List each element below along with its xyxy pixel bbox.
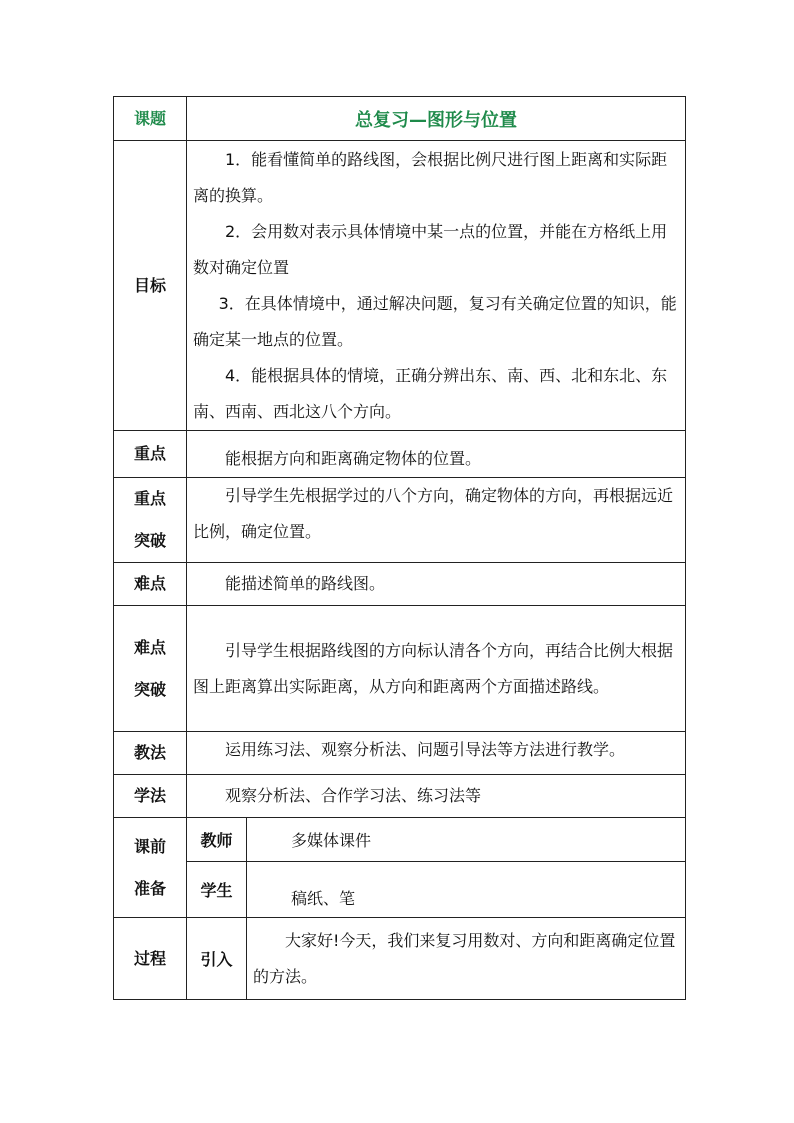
learning-method-content [187,775,686,818]
subject-label: 课题 [114,97,187,141]
preparation-label [114,818,187,918]
difficulty-breakthrough-row [114,606,686,732]
page-title: 总复习—图形与位置 [187,97,686,141]
student-label: 学生 [187,862,247,918]
key-point-content [187,431,686,478]
key-point-row [114,431,686,478]
key-breakthrough-label-line1: 重点 [133,489,166,508]
intro-content [247,918,686,1000]
goals-row [114,141,686,431]
goal-item-2: 2．会用数对表示具体情境中某一点的位置，并能在方格纸上用数对确定位置 [193,221,668,277]
key-point-label: 重点 [114,431,187,478]
process-label: 过程 [114,918,187,1000]
key-breakthrough-row [114,478,686,563]
teacher-text: 多媒体课件 [247,818,686,862]
key-breakthrough-content [187,478,686,563]
teaching-method-text: 运用练习法、观察分析法、问题引导法等方法进行教学。 [225,740,626,759]
difficulty-breakthrough-text: 引导学生根据路线图的方向标认清各个方向，再结合比例大根据图上距离算出实际距离，从方向和距离两个方面描述路线。 [193,640,674,696]
difficulty-breakthrough-label [114,606,187,732]
key-breakthrough-text: 引导学生先根据学过的八个方向，确定物体的方向，再根据远近比例，确定位置。 [193,486,674,541]
preparation-teacher-row [114,818,686,862]
teaching-method-label: 教法 [114,732,187,775]
difficulty-row [114,563,686,606]
learning-method-label: 学法 [114,775,187,818]
intro-text: 大家好!今天，我们来复习用数对、方向和距离确定位置的方法。 [253,930,676,986]
lesson-plan-table [113,96,686,1000]
difficulty-text: 能描述简单的路线图。 [225,574,386,593]
goal-item-1: 1．能看懂简单的路线图，会根据比例尺进行图上距离和实际距离的换算。 [193,149,668,205]
student-text: 稿纸、笔 [247,862,686,918]
difficulty-content [187,563,686,606]
goals-content [187,141,686,431]
difficulty-label: 难点 [114,563,187,606]
title-row [114,97,686,141]
key-point-text: 能根据方向和距离确定物体的位置。 [225,449,482,468]
learning-method-text: 观察分析法、合作学习法、练习法等 [225,786,482,805]
teaching-method-content [187,732,686,775]
difficulty-breakthrough-label-line2: 突破 [133,679,166,699]
preparation-student-row [114,862,686,918]
preparation-label-line1: 课前 [133,836,166,856]
teaching-method-row [114,732,686,775]
difficulty-breakthrough-content [187,606,686,732]
key-breakthrough-label [114,478,187,563]
learning-method-row [114,775,686,818]
difficulty-breakthrough-label-line1: 难点 [133,637,166,657]
preparation-label-line2: 准备 [133,878,166,898]
goals-label: 目标 [114,141,187,431]
key-breakthrough-label-line2: 突破 [133,531,166,550]
goal-item-4: 4．能根据具体的情境，正确分辨出东、南、西、北和东北、东南、西南、西北这八个方向。 [193,365,668,421]
teacher-label: 教师 [187,818,247,862]
process-row [114,918,686,1000]
goal-item-3: 3．在具体情境中，通过解决问题，复习有关确定位置的知识，能确定某一地点的位置。 [193,293,677,349]
intro-label: 引入 [187,918,247,1000]
